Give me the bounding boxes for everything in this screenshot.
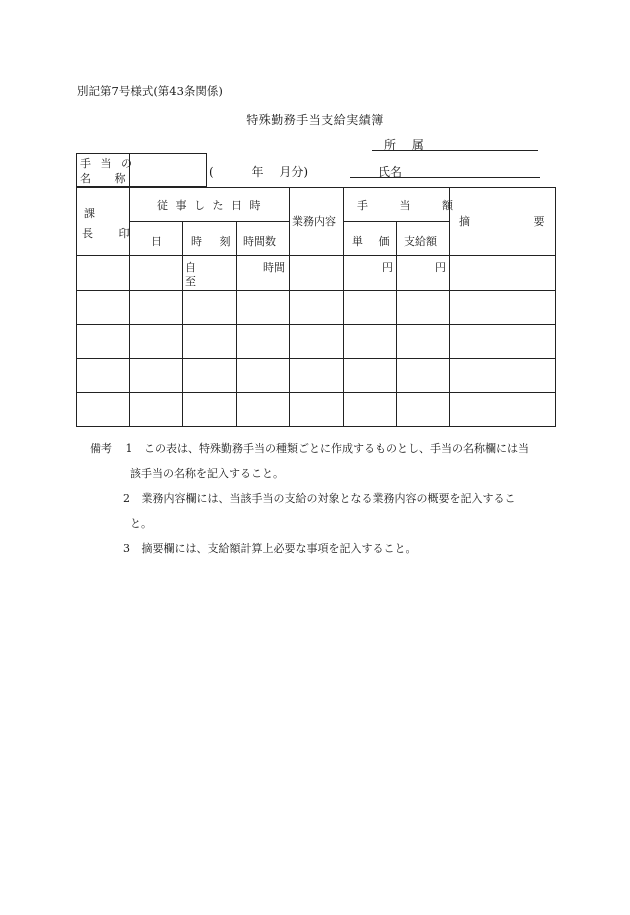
row1-payment-unit: 円 [435, 261, 446, 274]
form-title: 特殊勤務手当支給実績簿 [246, 113, 384, 127]
col-kacho-1: 課 [84, 207, 95, 220]
row1-from: 自 [185, 261, 196, 274]
affiliation-label: 所 属 [384, 138, 430, 152]
row1-to: 至 [185, 275, 196, 288]
note-1-line-2: 該手当の名称を記入すること。 [130, 467, 284, 480]
row1-hours-unit: 時間 [263, 261, 285, 274]
row1-unit-price-unit: 円 [382, 261, 393, 274]
name-label: 氏名 [378, 165, 403, 179]
col-work-datetime: 従 事 し た 日 時 [157, 199, 263, 212]
note-2-line-1: 2 業務内容欄には、当該手当の支給の対象となる業務内容の概要を記入するこ [123, 492, 516, 505]
col-day: 日 [151, 235, 162, 248]
note-3-line-1: 3 摘要欄には、支給額計算上必要な事項を記入すること。 [123, 542, 417, 555]
notes [90, 436, 529, 561]
period [209, 163, 308, 180]
note-2-number: 2 [123, 492, 130, 505]
allowance-name-label-1: 手 当 の [80, 157, 135, 170]
note-2-line-2: と。 [130, 517, 152, 530]
allowance-name-label-2: 名 称 [80, 172, 136, 185]
form-reference: 別記第7号様式(第43条関係) [77, 84, 223, 98]
period-year: 年 [251, 165, 264, 179]
col-work-content: 業務内容 [292, 215, 336, 228]
col-time: 時 刻 [191, 235, 238, 248]
notes-heading: 備考 [90, 442, 112, 455]
col-allowance-amount: 手 当 額 [357, 199, 467, 212]
col-kacho-2: 長 印 [82, 227, 141, 240]
note-3-number: 3 [123, 542, 130, 555]
col-hours: 時間数 [243, 235, 276, 248]
name-underline[interactable] [350, 177, 540, 178]
period-open: ( [209, 165, 214, 179]
allowance-name-field[interactable] [130, 154, 206, 186]
note-1-line-1: 備考 1 この表は、特殊勤務手当の種類ごとに作成するものとし、手当の名称欄には当 [90, 442, 529, 455]
affiliation-underline[interactable] [372, 150, 538, 151]
col-unit-price: 単 価 [352, 235, 396, 248]
note-1-number: 1 [125, 442, 133, 455]
period-month: 月分) [279, 165, 309, 179]
col-remarks: 摘 要 [459, 215, 545, 228]
col-payment: 支給額 [404, 235, 437, 248]
